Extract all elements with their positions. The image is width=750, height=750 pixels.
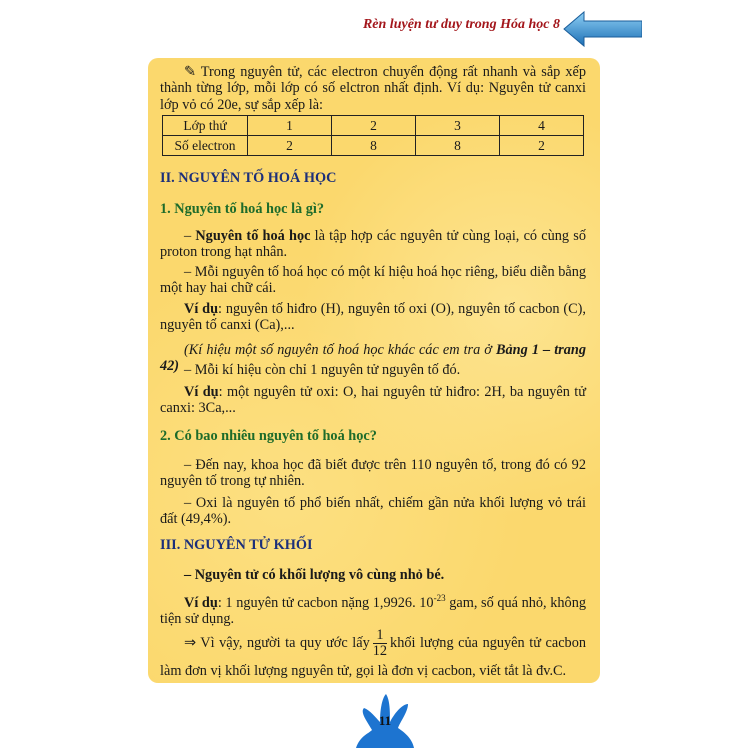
text: (Kí hiệu một số nguyên tố hoá học khác các em tra ở bbox=[184, 342, 496, 358]
section-heading: III. NGUYÊN TỬ KHỐI bbox=[160, 537, 313, 553]
conclusion bbox=[160, 628, 586, 683]
section-heading: II. NGUYÊN TỐ HOÁ HỌC bbox=[160, 170, 337, 186]
text: gam, số quá nhỏ, không tiện sử dụng. bbox=[160, 594, 586, 628]
pencil-icon: ✎ bbox=[184, 64, 201, 80]
paragraph: – Đến nay, khoa học đã biết được trên 110 nguyên tố, trong đó có 92 nguyên tố trong tự nhiên. bbox=[160, 457, 586, 490]
text: Oxi là nguyên tố phổ biến nhất, chiếm gần nửa khối lượng vỏ trái đất (49,4%). bbox=[160, 495, 586, 528]
text: : một nguyên tử oxi: O, hai nguyên tử hiđro: 2H, ba nguyên tử canxi: 3Ca,... bbox=[160, 384, 586, 417]
text: : 1 nguyên tử cacbon nặng 1,9926. 10 bbox=[217, 594, 434, 611]
paragraph: – Mỗi nguyên tố hoá học có một kí hiệu hoá học riêng, biểu diễn bằng một hay hai chữ cái. bbox=[160, 264, 586, 297]
table-cell: 8 bbox=[416, 136, 500, 156]
label: Ví dụ bbox=[184, 384, 219, 400]
table-row bbox=[163, 136, 584, 156]
exponent: -23 bbox=[433, 593, 446, 603]
example bbox=[160, 301, 586, 334]
table-cell: 2 bbox=[248, 136, 332, 156]
text: Nguyên tử có khối lượng vô cùng nhỏ bé. bbox=[194, 567, 445, 583]
electron-table bbox=[162, 115, 584, 156]
label: Ví dụ bbox=[184, 301, 219, 317]
intro-paragraph: ✎ Trong nguyên tử, các electron chuyển động rất nhanh và sắp xếp thành từng lớp, mỗi lớp có số elctron nhất định. Ví dụ: Nguyên tử canxi lớp vỏ có 20e, sự sắp xếp là: bbox=[160, 64, 586, 113]
subsection-heading: 1. Nguyên tố hoá học là gì? bbox=[160, 201, 325, 217]
table-cell: Lớp thứ bbox=[163, 116, 248, 136]
table-cell: 2 bbox=[500, 136, 584, 156]
term: Nguyên tố hoá học bbox=[195, 228, 311, 244]
table-cell: 8 bbox=[332, 136, 416, 156]
text: khối lượng của nguyên tử cacbon làm đơn vị khối lượng nguyên tử, gọi là đơn vị cacbon, viết tắt là đv.C. bbox=[160, 634, 587, 679]
table-cell: 2 bbox=[332, 116, 416, 136]
paragraph: – Oxi là nguyên tố phổ biến nhất, chiếm gần nửa khối lượng vỏ trái đất (49,4%). bbox=[160, 495, 586, 528]
text: Mỗi nguyên tố hoá học có một kí hiệu hoá học riêng, biểu diễn bằng một hay hai chữ cái. bbox=[160, 264, 586, 297]
table-cell: 4 bbox=[500, 116, 584, 136]
paragraph: – Nguyên tố hoá học là tập hợp các nguyên tử cùng loại, có cùng số proton trong hạt nhân. bbox=[160, 228, 586, 261]
table-cell: 1 bbox=[248, 116, 332, 136]
fraction bbox=[373, 628, 387, 659]
page-number: 11 bbox=[378, 713, 392, 728]
denominator: 12 bbox=[372, 643, 388, 659]
text: là tập hợp các nguyên tử cùng loại, có cùng số proton trong hạt nhân. bbox=[160, 228, 586, 261]
paragraph: – Mỗi kí hiệu còn chỉ 1 nguyên tử nguyên tố đó. bbox=[184, 362, 461, 378]
text: Vì vậy, người ta quy ước lấy bbox=[195, 634, 370, 651]
label: Ví dụ bbox=[184, 594, 218, 611]
subsection-heading: 2. Có bao nhiêu nguyên tố hoá học? bbox=[160, 428, 377, 444]
table-cell: 3 bbox=[416, 116, 500, 136]
paragraph: – Nguyên tử có khối lượng vô cùng nhỏ bé. bbox=[184, 567, 445, 583]
table-row bbox=[163, 116, 584, 136]
implies-icon: ⇒ bbox=[184, 634, 196, 651]
table-cell: Số electron bbox=[163, 136, 248, 156]
arrow-left-icon bbox=[562, 10, 642, 48]
ref: Bảng 1 – trang 42) bbox=[160, 342, 586, 375]
example bbox=[160, 590, 586, 628]
text: Mỗi kí hiệu còn chỉ 1 nguyên tử nguyên tố đó. bbox=[194, 362, 461, 378]
numerator: 1 bbox=[373, 628, 387, 644]
text: : nguyên tố hiđro (H), nguyên tố oxi (O), nguyên tố cacbon (C), nguyên tố canxi (Ca),... bbox=[160, 301, 586, 334]
text: Đến nay, khoa học đã biết được trên 110 nguyên tố, trong đó có 92 nguyên tố trong tự nhiên. bbox=[160, 457, 586, 490]
example bbox=[160, 384, 586, 417]
book-title: Rèn luyện tư duy trong Hóa học 8 bbox=[362, 17, 560, 32]
